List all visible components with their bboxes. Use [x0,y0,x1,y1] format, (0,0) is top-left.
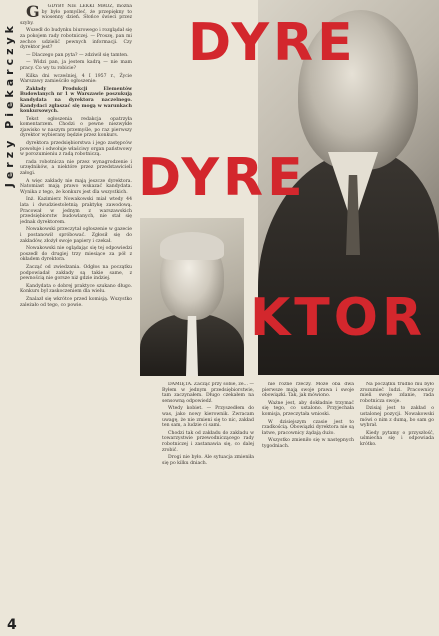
text-column-1 [20,4,132,630]
portrait-man-white-hair-icon [140,218,244,376]
tie-shape [186,316,198,376]
paragraph: Na początku trudno mu było zrozumieć ludzi. Pracownicy mieli swoje zdanie, rada robotnicza swoje. [360,382,434,404]
text-column-4 [360,382,434,632]
paragraph [20,4,132,26]
text-column-3 [262,382,354,632]
headline-line-3: KTOR [250,288,427,348]
paragraph: A więc zakłady nie mają jeszcze dyrektora. Natomiast mają prawo wskazać kandydata. Wynika z tego, że konkurs jest dla wszystkich. [20,178,132,195]
paragraph: Znalazł się wkrótce przed komisją. Wszystko zależało od tego, co powie. [20,296,132,308]
paragraph: Dzisiaj jest to zakład o ustalonej pozycji. Nowakowski mówi o nim z dumą, bo sam go wybrał. [360,406,434,429]
paragraph: Wszystko zmieniło się w następnych tygodniach. [262,438,354,449]
paragraph: Zacząć od zwiedzania. Odgłos na początku podpowiadał zakłady są takie same, z pewnością nie gorsze niż gdzie indziej. [20,264,132,282]
paragraph: rada robotnicza nie przez wynagrodzenie i urzędników, a niektóre przez przedstawicieli załogi. [20,159,132,177]
paragraph-quote: Zakłady Produkcji Elementów Budowlanych nr 1 w Warszawie poszukują kandydata na dyrektora naczelnego. Kandydaci zgłaszać się mogą w warunkach konkursowych. [20,86,132,115]
paragraph: nie różne rzeczy. Może oba dwa pierwsze mają swoje prawa i swoje obowiązki. Tak, jak mówiono. [262,382,354,399]
paragraph: Nowakowski przeczytał ogłoszenie w gazecie i postanowił spróbować. Zgłosił się do zakładów, złożył swoje papiery i czekał. [20,227,132,244]
paragraph: W dzisiejszym czasie jest to rzadkością. Obowiązki dyrektora nie są łatwe, pracownicy żądają dużo. [262,419,354,436]
paragraph-text: GDYBY NIE LEKKI MRÓZ, można by było pomyśleć, że przepiękny to wiosenny dzień. Słońce świeci przez szyby. [20,4,132,26]
paragraph: Wszedł do budynku biurowego i rozglądał się za pokojem rady robotniczej. — Proszę, pan mi zechce udzielić pewnych informacji. Czy dyrektor jest? [20,28,132,51]
author-name [3,22,17,422]
author-text: Jerzy Piekarczyk [3,22,16,188]
page-number: 4 [7,617,17,633]
paragraph: Inż. Kazimierz Nowakowski miał wtedy 44 lata i dwudziestoletnią praktykę zawodową. Pracował w jednym z warszawskich przedsiębiorstw budowlanych, nie stał się jednak dyrektorem. [20,197,132,225]
paragraph: Chodzi tak od zakładu do zakładu w towarzystwie przewodniczącego rady robotniczej i zastanawia się, co dalej zrobić. [162,430,254,453]
paragraph: — Widzi pan, ja jestem kadrą — nie mam pracy. Co wy tu robicie? [20,60,132,71]
paragraph: Kilka dni wcześniej, 4 I 1957 r., Życie Warszawy zamieściło ogłoszenie: [20,73,132,85]
paragraph: dyrektora przedsiębiorstwa i jego zastępców powołuje i odwołuje właściwy organ państwowy w porozumieniu z radą robotniczą. [20,141,132,158]
drop-cap: G [26,4,40,21]
headline-line-1: DYRE [188,13,357,73]
paragraph: Nowakowski nie oglądając się tej odpowiedzi poszedł do drugiej trzy miesiące za pół z okładem dyrektora. [20,246,132,263]
paragraph: Wtedy kobiet. — Przyszedłem do was, jako nowy kierownik. Zwracam uwagę, że nie zmieni się to nic, zakład ten sam, a ludzie ci sami. [162,406,254,429]
hair-shape [160,232,224,260]
paragraph: Drogi nie było. Ale sytuacja zmieniła się po kilku dniach. [162,455,254,466]
paragraph: Tekst ogłoszenia redakcja opatrzyła komentarzem. Chodzi o pewne niezwykłe zjawisko w naszym przemyśle, po raz pierwszy dyrektor wybierany będzie przez konkurs. [20,116,132,139]
paragraph: DAMIĘTA. Zacząć przy sobie, że... — Byłem w jednym przedsiębiorstwie, tam zaczynałem. Długo czekałem na sensowną odpowiedź. [162,382,254,404]
paragraph: Kiedy pytamy o przyszłość, uśmiecha się i odpowiada krótko. [360,430,434,447]
headline-line-2: DYRE [138,148,307,208]
text-column-2 [162,382,254,632]
paragraph: Kandydata o dobrej praktyce szukano długo. Konkurs był zaskoczeniem dla wielu. [20,283,132,295]
paragraph: — Dlaczego pan pyta? — zdziwił się tamten. [26,52,129,58]
paragraph: Ważne jest, aby dokładnie trzymać się tego, co ustalono. Przyjechała komisja, przeczytała wnioski. [262,400,354,417]
